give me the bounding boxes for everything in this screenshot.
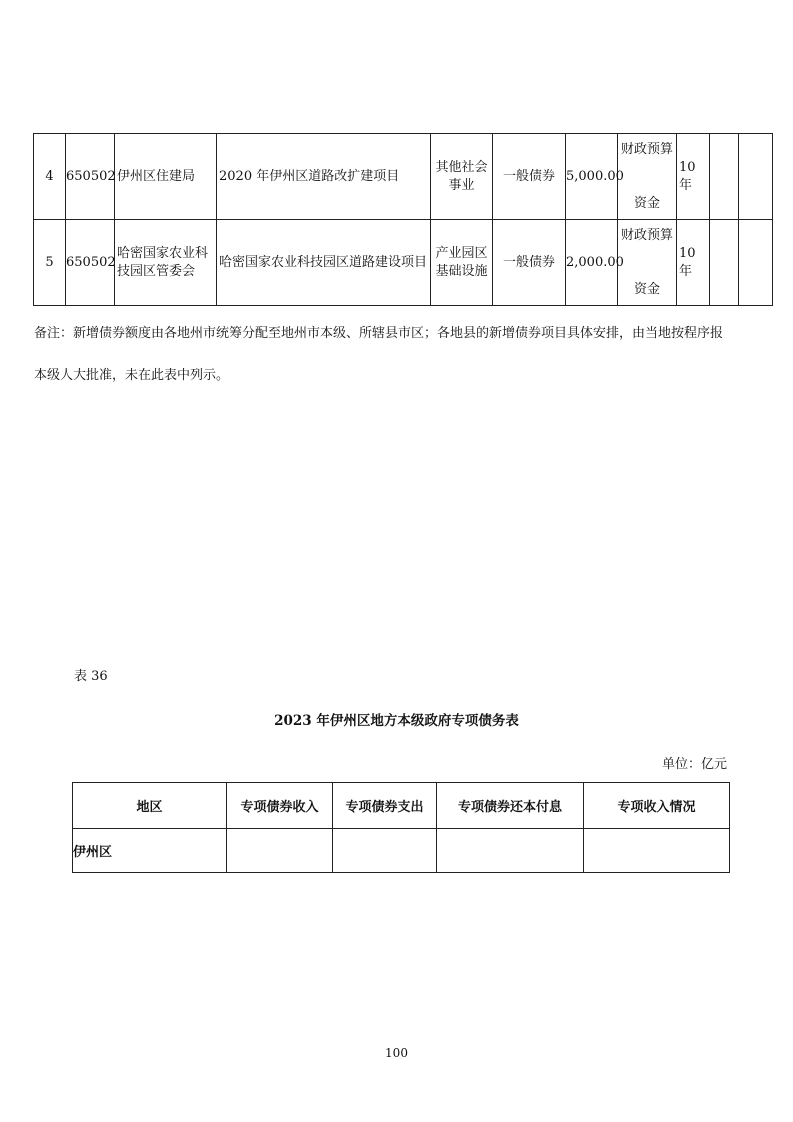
fund-source-line1: 财政预算 xyxy=(620,141,673,157)
empty-cell xyxy=(739,220,773,306)
fund-source-line2: 资金 xyxy=(633,281,660,297)
special-debt-table xyxy=(72,782,730,873)
table-title: 2023 年伊州区地方本级政府专项债务表 xyxy=(274,713,519,729)
empty-cell xyxy=(739,134,773,220)
row-number: 4 xyxy=(34,134,66,220)
region-code: 650502 xyxy=(66,134,115,220)
table-row xyxy=(73,829,730,873)
unit-label: 单位：亿元 xyxy=(661,757,727,772)
revenue-cell xyxy=(584,829,730,873)
fund-source-line2: 资金 xyxy=(633,195,660,211)
bond-type: 一般债券 xyxy=(493,220,566,306)
note-line-1: 备注：新增债券额度由各地州市统筹分配至地州市本级、所辖县市区；各地县的新增债券项目具体安排，由当地按程序报 xyxy=(34,326,724,341)
empty-cell xyxy=(710,134,739,220)
table-number: 表 36 xyxy=(74,669,108,684)
project-category: 产业园区基础设施 xyxy=(431,220,493,306)
table-row xyxy=(34,220,773,306)
expense-cell xyxy=(333,829,437,873)
project-name: 哈密国家农业科技园区道路建设项目 xyxy=(217,220,431,306)
page-number: 100 xyxy=(385,1046,408,1060)
region-code: 650502 xyxy=(66,220,115,306)
note-line-2: 本级人大批准，未在此表中列示。 xyxy=(34,368,230,383)
bond-term: 10 年 xyxy=(677,220,710,306)
project-name: 2020 年伊州区道路改扩建项目 xyxy=(217,134,431,220)
fund-source xyxy=(618,134,677,220)
header-repayment: 专项债券还本付息 xyxy=(437,783,584,829)
repayment-cell xyxy=(437,829,584,873)
table-row xyxy=(34,134,773,220)
header-income: 专项债券收入 xyxy=(227,783,333,829)
debt-project-table xyxy=(33,133,773,306)
header-region: 地区 xyxy=(73,783,227,829)
bond-amount: 2,000.00 xyxy=(566,220,618,306)
header-expense: 专项债券支出 xyxy=(333,783,437,829)
project-unit: 伊州区住建局 xyxy=(115,134,217,220)
header-revenue: 专项收入情况 xyxy=(584,783,730,829)
project-category: 其他社会事业 xyxy=(431,134,493,220)
fund-source-line1: 财政预算 xyxy=(620,227,673,243)
bond-amount: 5,000.00 xyxy=(566,134,618,220)
region-cell: 伊州区 xyxy=(73,829,227,873)
project-unit: 哈密国家农业科技园区管委会 xyxy=(115,220,217,306)
bond-term: 10 年 xyxy=(677,134,710,220)
bond-type: 一般债券 xyxy=(493,134,566,220)
row-number: 5 xyxy=(34,220,66,306)
empty-cell xyxy=(710,220,739,306)
income-cell xyxy=(227,829,333,873)
fund-source xyxy=(618,220,677,306)
table-header-row xyxy=(73,783,730,829)
